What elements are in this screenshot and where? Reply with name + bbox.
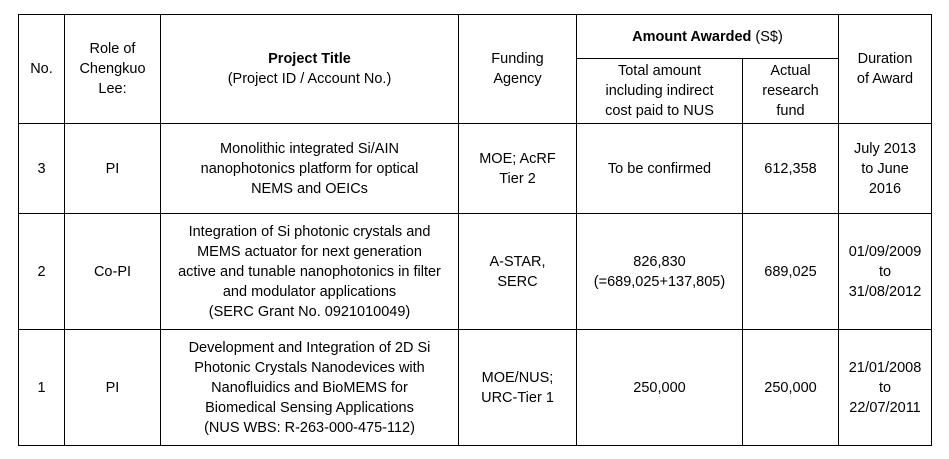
cell-role: PI <box>65 330 161 446</box>
cell-duration: July 2013 to June 2016 <box>839 124 932 214</box>
header-row-1 <box>19 15 932 59</box>
header-project-title: Project Title (Project ID / Account No.) <box>161 15 459 124</box>
cell-no: 2 <box>19 214 65 330</box>
header-no: No. <box>19 15 65 124</box>
cell-total-amount: To be confirmed <box>577 124 743 214</box>
cell-agency: MOE; AcRF Tier 2 <box>459 124 577 214</box>
cell-actual-fund: 689,025 <box>743 214 839 330</box>
table-row <box>19 214 932 330</box>
cell-no: 3 <box>19 124 65 214</box>
cell-agency: A-STAR, SERC <box>459 214 577 330</box>
cell-role: Co-PI <box>65 214 161 330</box>
header-role: Role of Chengkuo Lee: <box>65 15 161 124</box>
cell-total-amount: 250,000 <box>577 330 743 446</box>
header-total-amount: Total amount including indirect cost paid to NUS <box>577 59 743 124</box>
header-duration: Duration of Award <box>839 15 932 124</box>
cell-agency: MOE/NUS; URC-Tier 1 <box>459 330 577 446</box>
cell-actual-fund: 612,358 <box>743 124 839 214</box>
cell-project-title: Monolithic integrated Si/AIN nanophotonics platform for optical NEMS and OEICs <box>161 124 459 214</box>
grants-table <box>18 14 932 446</box>
cell-project-title: Development and Integration of 2D Si Photonic Crystals Nanodevices with Nanofluidics and BioMEMS for Biomedical Sensing Applications (NUS WBS: R-263-000-475-112) <box>161 330 459 446</box>
header-funding-agency: Funding Agency <box>459 15 577 124</box>
cell-no: 1 <box>19 330 65 446</box>
cell-duration: 21/01/2008 to 22/07/2011 <box>839 330 932 446</box>
cell-actual-fund: 250,000 <box>743 330 839 446</box>
cell-project-title: Integration of Si photonic crystals and MEMS actuator for next generation active and tunable nanophotonics in filter and modulator applications (SERC Grant No. 0921010049) <box>161 214 459 330</box>
table-row <box>19 124 932 214</box>
cell-duration: 01/09/2009 to 31/08/2012 <box>839 214 932 330</box>
cell-total-amount: 826,830 (=689,025+137,805) <box>577 214 743 330</box>
header-amount-awarded: Amount Awarded (S$) <box>577 15 839 59</box>
header-actual-fund: Actual research fund <box>743 59 839 124</box>
cell-role: PI <box>65 124 161 214</box>
table-row <box>19 330 932 446</box>
